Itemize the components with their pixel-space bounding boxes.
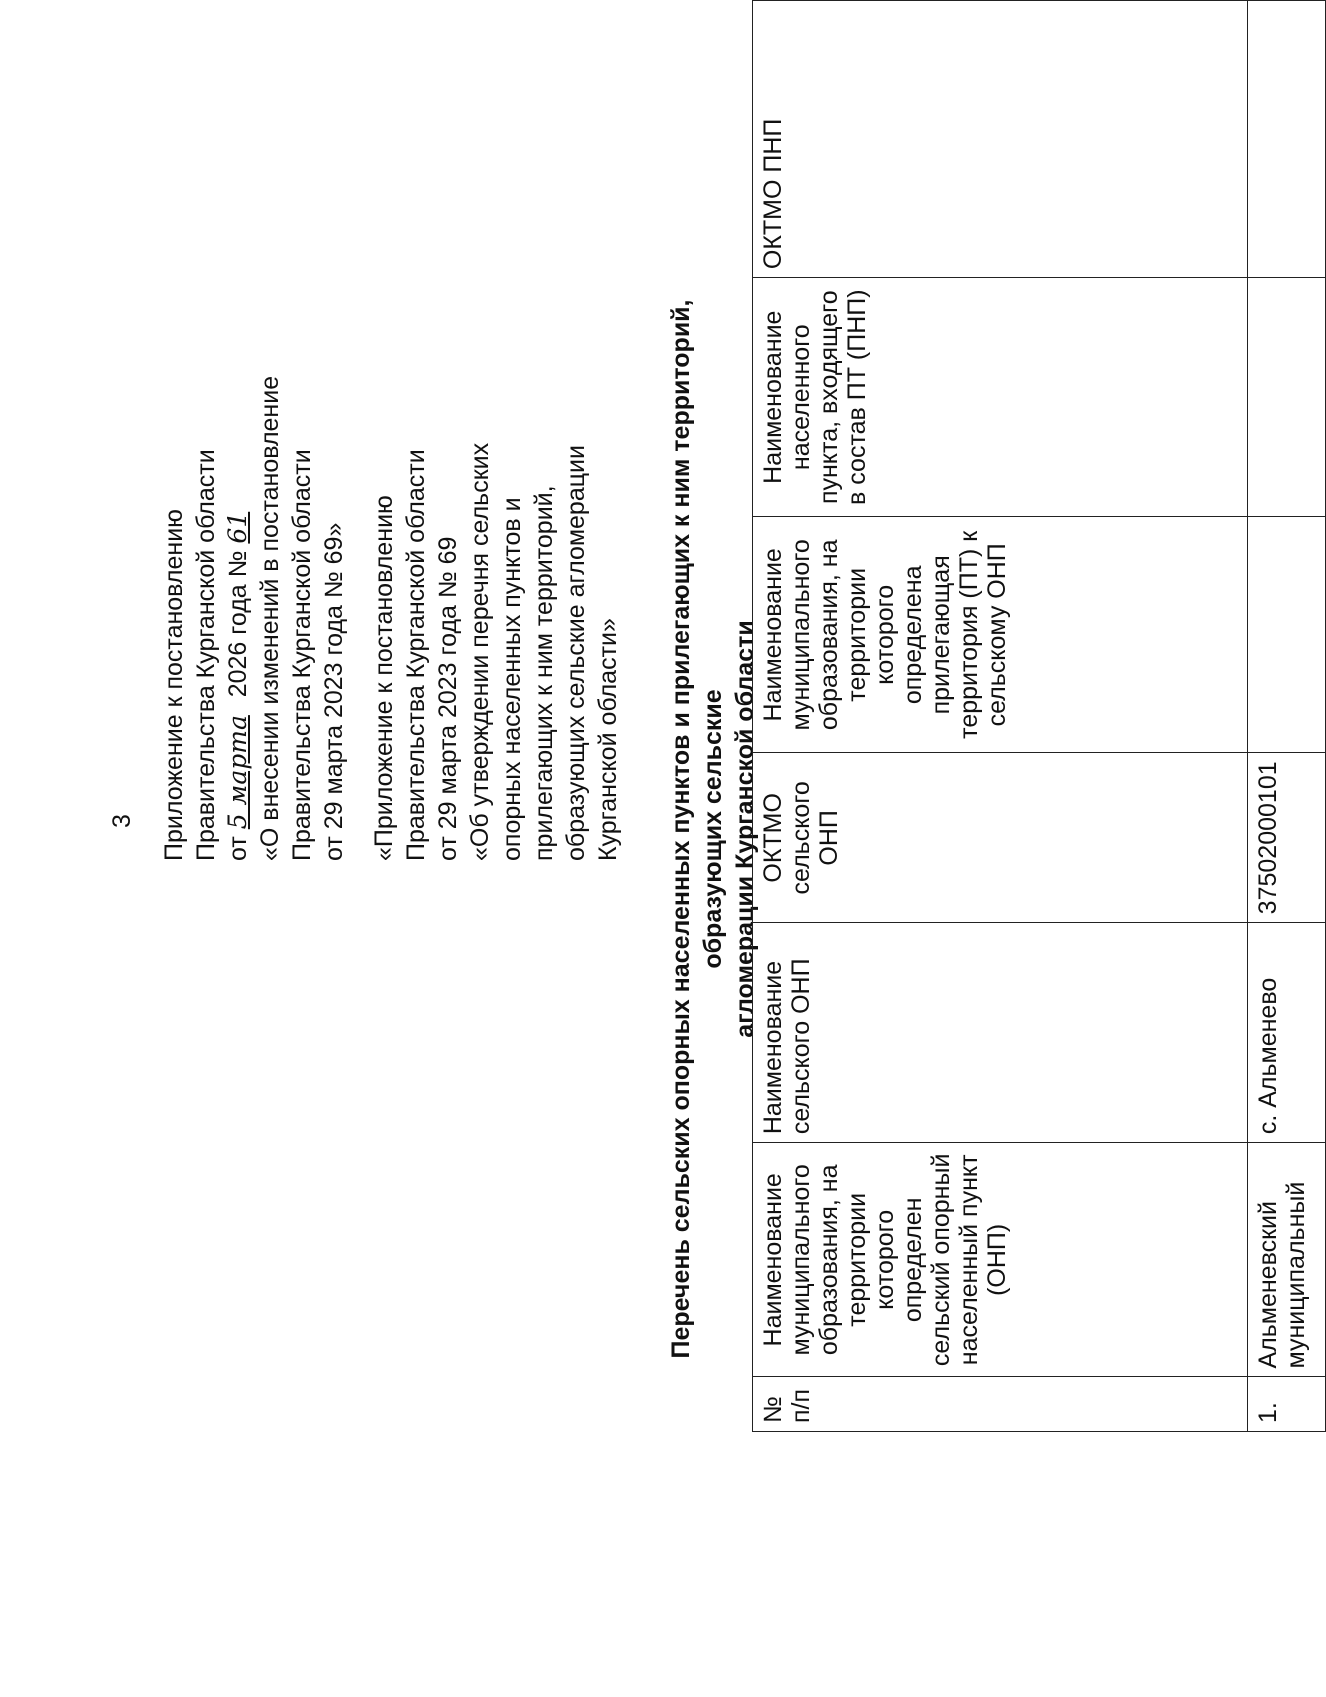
appendix-line: прилегающих к ним территорий, — [530, 485, 558, 861]
date-prefix: от — [224, 836, 252, 861]
appendix-line: Правительства Курганской области — [288, 449, 316, 861]
appendix-line: Правительства Курганской области — [192, 449, 220, 861]
header-municipality-onp: Наименование муниципального образования, на территории которого определен сельский опорный населенный пункт (ОНП) — [753, 1143, 1248, 1377]
handwritten-date: 5 марта — [223, 715, 252, 830]
appendix-line: Приложение к постановлению — [160, 509, 188, 861]
cell-onp-oktmo: 37502000101 — [1248, 753, 1326, 923]
header-pnp-oktmo: ОКТМО ПНП — [753, 1, 1248, 278]
title-line: агломерации Курганской области — [731, 620, 759, 1038]
header-pnp-name: Наименование населенного пункта, входящего в состав ПТ (ПНП) — [753, 278, 1248, 517]
cell-onp-name: с. Альменево — [1248, 923, 1326, 1143]
header-onp-name: Наименование сельского ОНП — [753, 923, 1248, 1143]
header-number: № п/п — [753, 1377, 1248, 1432]
document-title — [665, 279, 761, 1379]
appendix-line: опорных населенных пунктов и — [498, 497, 526, 861]
appendix-line: Правительства Курганской области — [402, 449, 430, 861]
appendix-line: Курганской области» — [594, 618, 622, 861]
appendix-line: от 29 марта 2023 года № 69» — [320, 522, 348, 861]
handwritten-number: 61 — [223, 511, 252, 544]
cell-municipality-onp: Альменевский муниципальный — [1248, 1143, 1326, 1377]
settlements-table — [752, 0, 1326, 1432]
appendix-line: образующих сельские агломерации — [562, 445, 590, 861]
table-header-row — [753, 1, 1248, 1432]
appendix-line: «Об утверждении перечня сельских — [466, 442, 494, 861]
header-municipality-pt: Наименование муниципального образования, на территории которого определена прилегающая территория (ПТ) к сельскому ОНП — [753, 517, 1248, 753]
appendix-line: «Приложение к постановлению — [370, 495, 398, 861]
cell-number: 1. — [1248, 1377, 1326, 1432]
cell-pnp-oktmo — [1248, 1, 1326, 278]
header-onp-oktmo: ОКТМО сельского ОНП — [753, 753, 1248, 923]
appendix-block-current — [158, 376, 350, 861]
appendix-block-original — [368, 443, 624, 861]
cell-municipality-pt — [1248, 517, 1326, 753]
table-row — [1248, 1, 1326, 1432]
cell-pnp-name — [1248, 278, 1326, 517]
year-and-number-label: 2026 года № — [224, 550, 252, 698]
title-line: Перечень сельских опорных населенных пунктов и прилегающих к ним территорий, образующих сельские — [667, 299, 727, 1359]
page-number: 3 — [108, 814, 136, 828]
appendix-line: «О внесении изменений в постановление — [256, 375, 284, 861]
appendix-date-line — [222, 376, 254, 861]
appendix-line: от 29 марта 2023 года № 69 — [434, 536, 462, 861]
